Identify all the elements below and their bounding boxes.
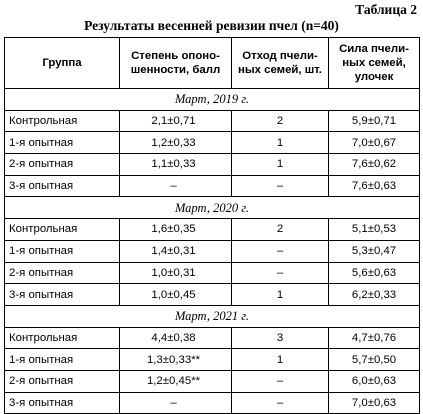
- header-infestation-line1: Степень опоно-: [131, 50, 220, 62]
- cell-colony-strength: 7,0±0,63: [329, 392, 420, 414]
- table-row: [5, 262, 420, 284]
- cell-colony-strength: 7,6±0,63: [329, 175, 420, 197]
- table-row: [5, 110, 420, 132]
- cell-group: 1-я опытная: [5, 349, 120, 371]
- header-infestation: [120, 38, 232, 89]
- cell-colony-loss: –: [232, 240, 329, 262]
- cell-colony-loss: –: [232, 370, 329, 392]
- header-row: [5, 38, 420, 89]
- table-row: [5, 327, 420, 349]
- cell-colony-strength: 5,1±0,53: [329, 219, 420, 241]
- cell-group: Контрольная: [5, 219, 120, 241]
- cell-infestation: –: [120, 175, 232, 197]
- cell-infestation: 1,3±0,33**: [120, 349, 232, 371]
- table-body: [5, 89, 420, 414]
- cell-colony-strength: 5,3±0,47: [329, 240, 420, 262]
- cell-group: 3-я опытная: [5, 284, 120, 306]
- cell-colony-strength: 7,0±0,67: [329, 132, 420, 154]
- table-row: [5, 240, 420, 262]
- results-table: [4, 37, 420, 414]
- table-row: [5, 284, 420, 306]
- cell-infestation: –: [120, 392, 232, 414]
- cell-infestation: 1,0±0,31: [120, 262, 232, 284]
- cell-infestation: 1,6±0,35: [120, 219, 232, 241]
- section-title: Март, 2019 г.: [5, 89, 420, 111]
- cell-colony-strength: 6,0±0,63: [329, 370, 420, 392]
- header-colony-loss: [232, 38, 329, 89]
- section-row: [5, 197, 420, 219]
- cell-group: 1-я опытная: [5, 132, 120, 154]
- cell-infestation: 1,4±0,31: [120, 240, 232, 262]
- cell-group: 2-я опытная: [5, 154, 120, 176]
- cell-group: 1-я опытная: [5, 240, 120, 262]
- table-row: [5, 392, 420, 414]
- cell-group: 2-я опытная: [5, 262, 120, 284]
- cell-colony-loss: –: [232, 392, 329, 414]
- table-row: [5, 132, 420, 154]
- cell-infestation: 1,1±0,33: [120, 154, 232, 176]
- cell-infestation: 1,2±0,33: [120, 132, 232, 154]
- header-loss-line1: Отход пчели-: [242, 50, 318, 62]
- cell-colony-loss: 1: [232, 154, 329, 176]
- header-loss-line2: ных семей, шт.: [238, 64, 322, 76]
- cell-colony-loss: 2: [232, 110, 329, 132]
- cell-infestation: 1,2±0,45**: [120, 370, 232, 392]
- table-header: [5, 38, 420, 89]
- table-row: [5, 219, 420, 241]
- table-row: [5, 349, 420, 371]
- table-number-label: Таблица 2: [355, 2, 417, 17]
- header-strength-line2: ных семей,: [342, 57, 406, 69]
- header-group: Группа: [5, 38, 120, 89]
- header-strength-line3: улочек: [354, 71, 394, 83]
- cell-colony-loss: 1: [232, 284, 329, 306]
- table-row: [5, 154, 420, 176]
- section-row: [5, 305, 420, 327]
- cell-group: 3-я опытная: [5, 392, 120, 414]
- table-row: [5, 370, 420, 392]
- cell-colony-strength: 5,7±0,50: [329, 349, 420, 371]
- cell-colony-loss: 1: [232, 349, 329, 371]
- cell-colony-strength: 5,6±0,63: [329, 262, 420, 284]
- section-row: [5, 89, 420, 111]
- cell-group: 2-я опытная: [5, 370, 120, 392]
- header-colony-strength: [329, 38, 420, 89]
- header-infestation-line2: шенности, балл: [130, 64, 221, 76]
- cell-colony-loss: 1: [232, 132, 329, 154]
- header-strength-line1: Сила пчели-: [339, 43, 409, 55]
- cell-group: Контрольная: [5, 110, 120, 132]
- cell-colony-strength: 5,9±0,71: [329, 110, 420, 132]
- table-caption: Результаты весенней ревизии пчел (n=40): [84, 18, 339, 33]
- cell-infestation: 4,4±0,38: [120, 327, 232, 349]
- cell-colony-strength: 7,6±0,62: [329, 154, 420, 176]
- cell-colony-strength: 4,7±0,76: [329, 327, 420, 349]
- table-row: [5, 175, 420, 197]
- section-title: Март, 2020 г.: [5, 197, 420, 219]
- cell-infestation: 2,1±0,71: [120, 110, 232, 132]
- cell-infestation: 1,0±0,45: [120, 284, 232, 306]
- cell-colony-loss: –: [232, 175, 329, 197]
- cell-colony-loss: 3: [232, 327, 329, 349]
- cell-colony-strength: 6,2±0,33: [329, 284, 420, 306]
- section-title: Март, 2021 г.: [5, 305, 420, 327]
- cell-group: Контрольная: [5, 327, 120, 349]
- cell-colony-loss: –: [232, 262, 329, 284]
- cell-colony-loss: 2: [232, 219, 329, 241]
- cell-group: 3-я опытная: [5, 175, 120, 197]
